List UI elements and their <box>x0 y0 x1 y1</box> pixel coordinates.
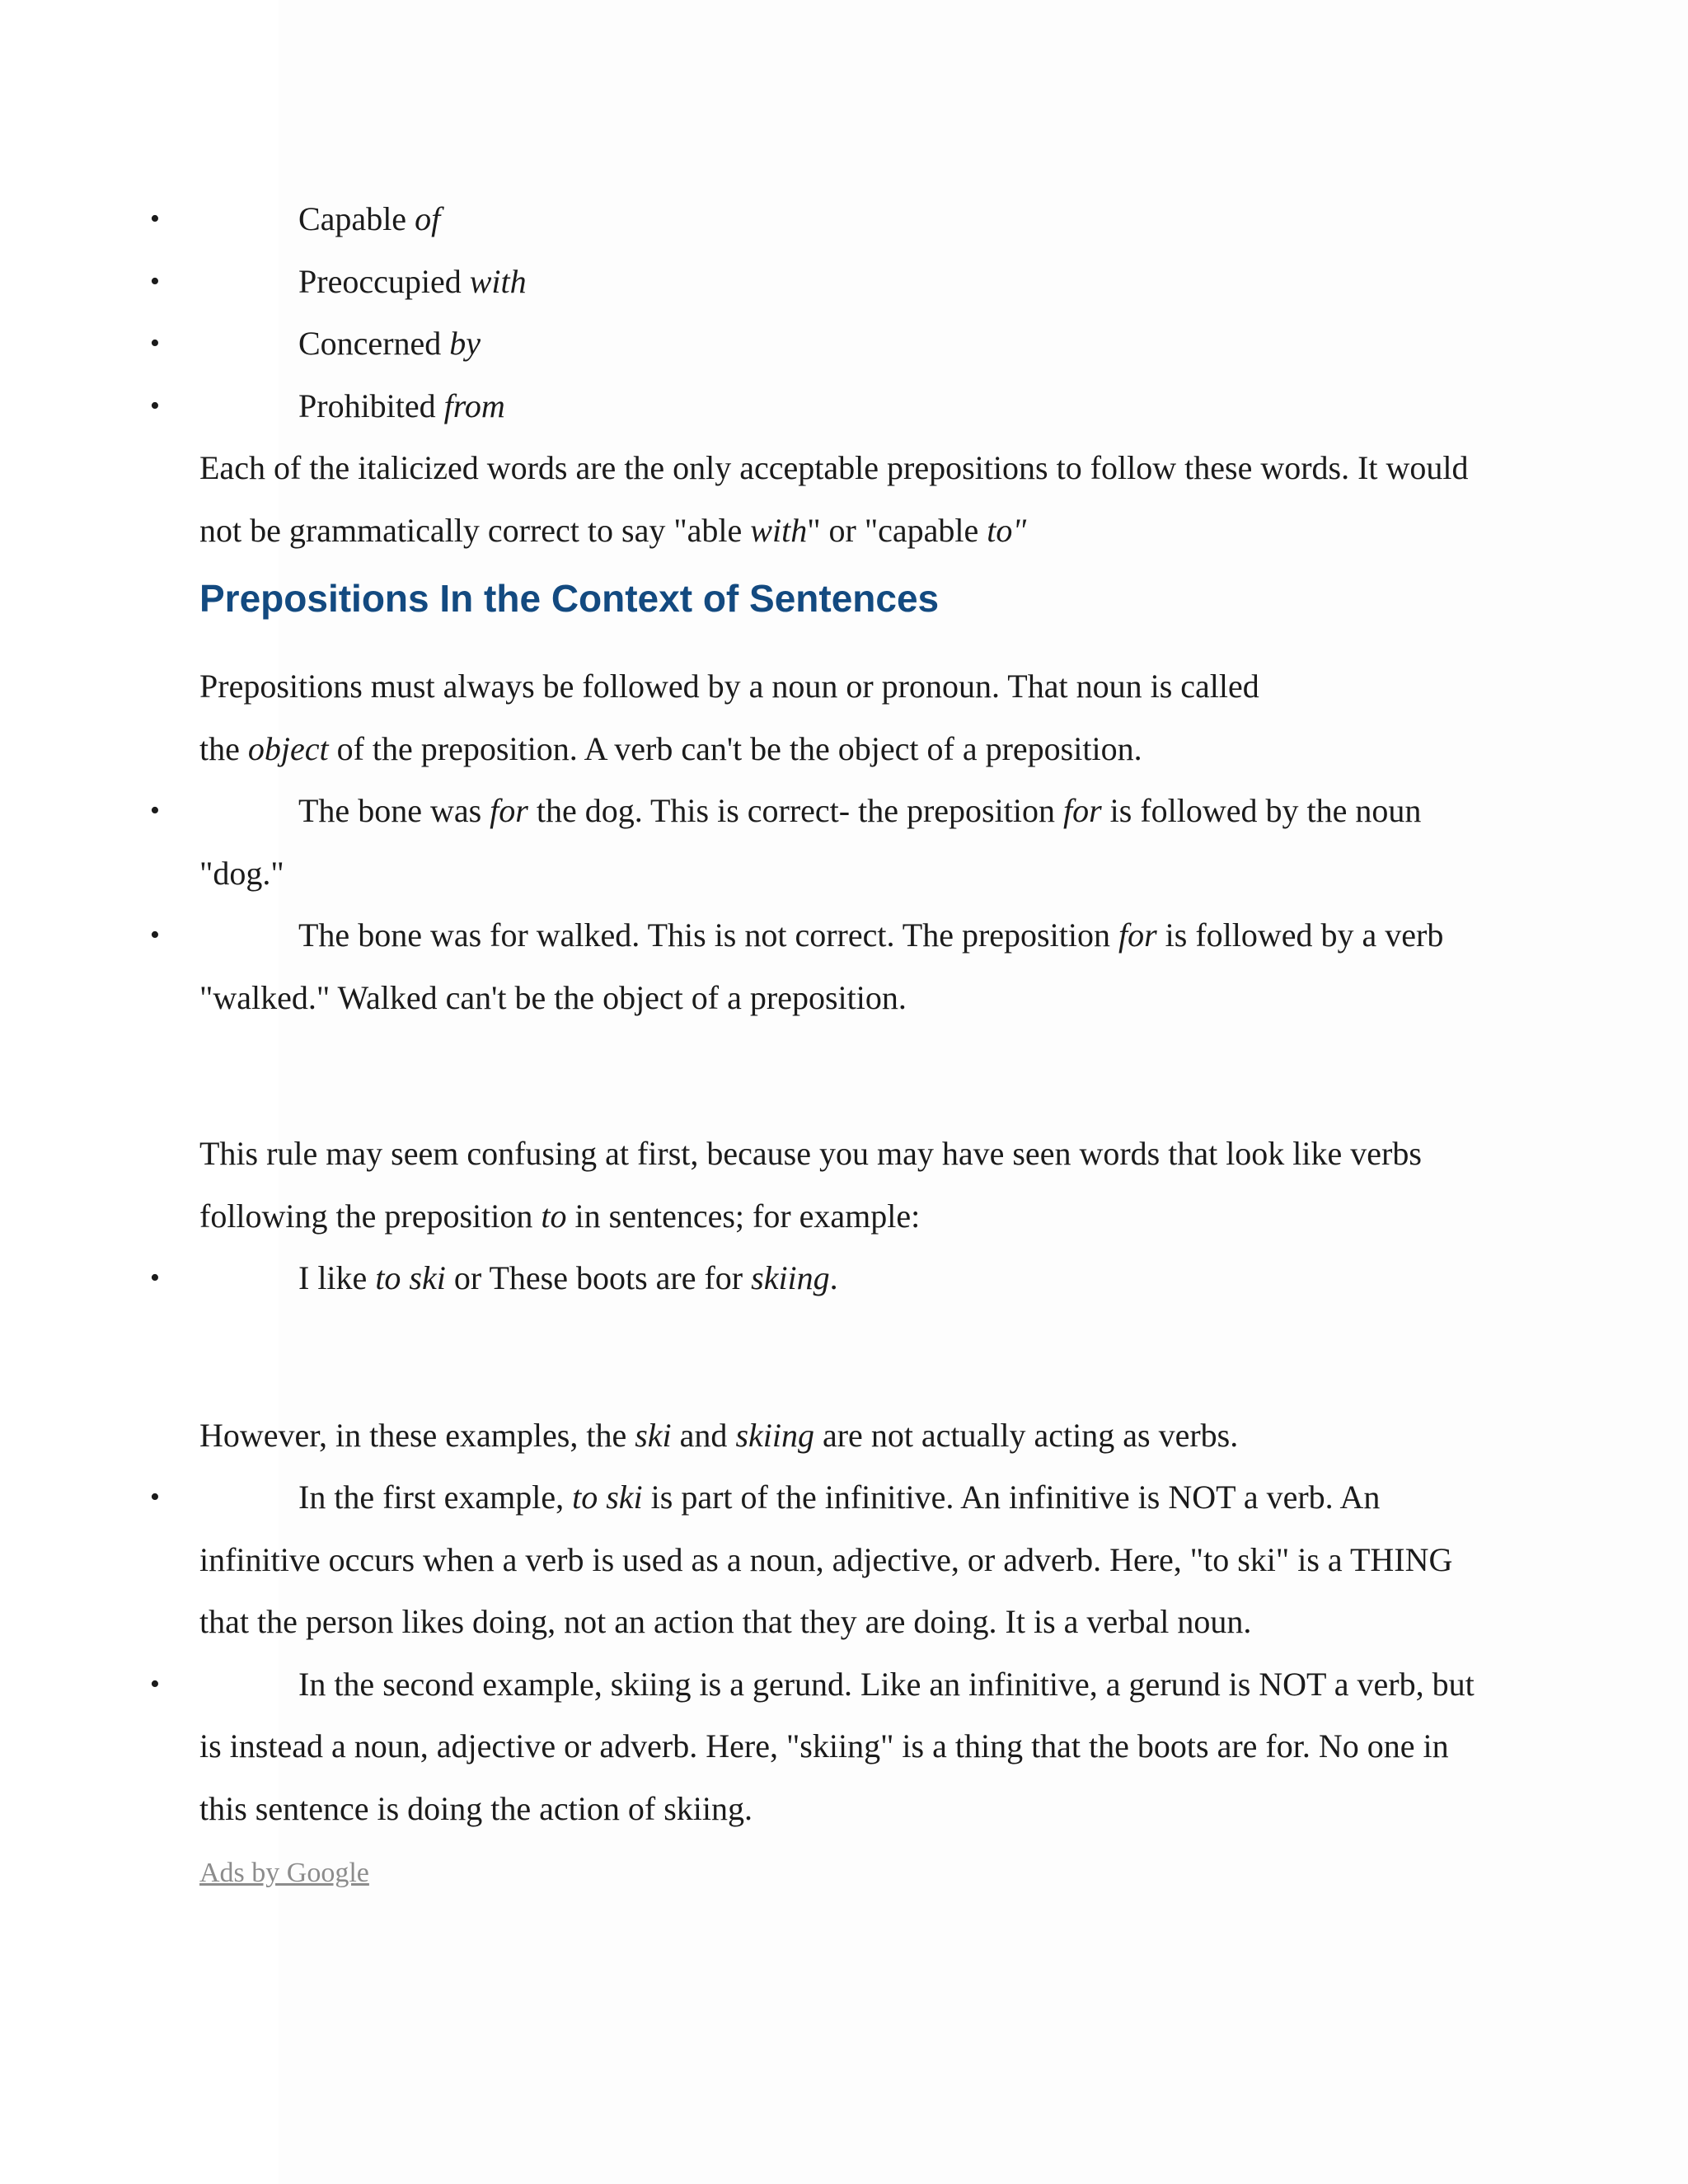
list-item-gerund: • In the second example, skiing is a gerund. Like an infinitive, a gerund is NOT a verb, but is instead a noun, adjective or adverb. Here, "skiing" is a thing that the boots are for. No one in this sentence is doing the action of skiing. <box>199 1653 1502 1840</box>
paragraph-italicized-explanation: Each of the italicized words are the only acceptable prepositions to follow these words. It would not be grammatically correct to say "able with" or "capable to" <box>199 449 1469 549</box>
paragraph-however: However, in these examples, the ski and skiing are not actually acting as verbs. <box>199 1416 1239 1454</box>
document-body <box>199 188 1502 1902</box>
paragraph-object-rule: Prepositions must always be followed by a noun or pronoun. That noun is called the object of the preposition. A verb can't be the object of a preposition. <box>199 668 1259 767</box>
list-item: • Preoccupied with <box>199 251 1502 313</box>
list-item-incorrect-example: • The bone was for walked. This is not correct. The preposition for is followed by a verb "walked." Walked can't be the object of a preposition. <box>199 904 1502 1029</box>
paragraph-confusing-rule: This rule may seem confusing at first, because you may have seen words that look like verbs following the preposition to in sentences; for example: <box>199 1135 1422 1235</box>
ads-by-google-link[interactable]: Ads by Google <box>199 1858 369 1888</box>
list-item-correct-example: • The bone was for the dog. This is correct- the preposition for is followed by the noun "dog." <box>199 780 1502 904</box>
list-item-ski-example: • I like to ski or These boots are for skiing. <box>199 1247 1502 1310</box>
section-heading: Prepositions In the Context of Sentences <box>199 577 940 620</box>
list-item-infinitive: • In the first example, to ski is part of the infinitive. An infinitive is NOT a verb. An infinitive occurs when a verb is used as a noun, adjective, or adverb. Here, "to ski" is a THING that the person likes doing, not an action that they are doing. It is a verbal noun. <box>199 1466 1502 1653</box>
list-item: • Capable of <box>199 188 1502 251</box>
spacer <box>199 1310 1502 1404</box>
spacer <box>199 1029 1502 1122</box>
list-item: • Concerned by <box>199 312 1502 375</box>
list-item: • Prohibited from <box>199 375 1502 438</box>
